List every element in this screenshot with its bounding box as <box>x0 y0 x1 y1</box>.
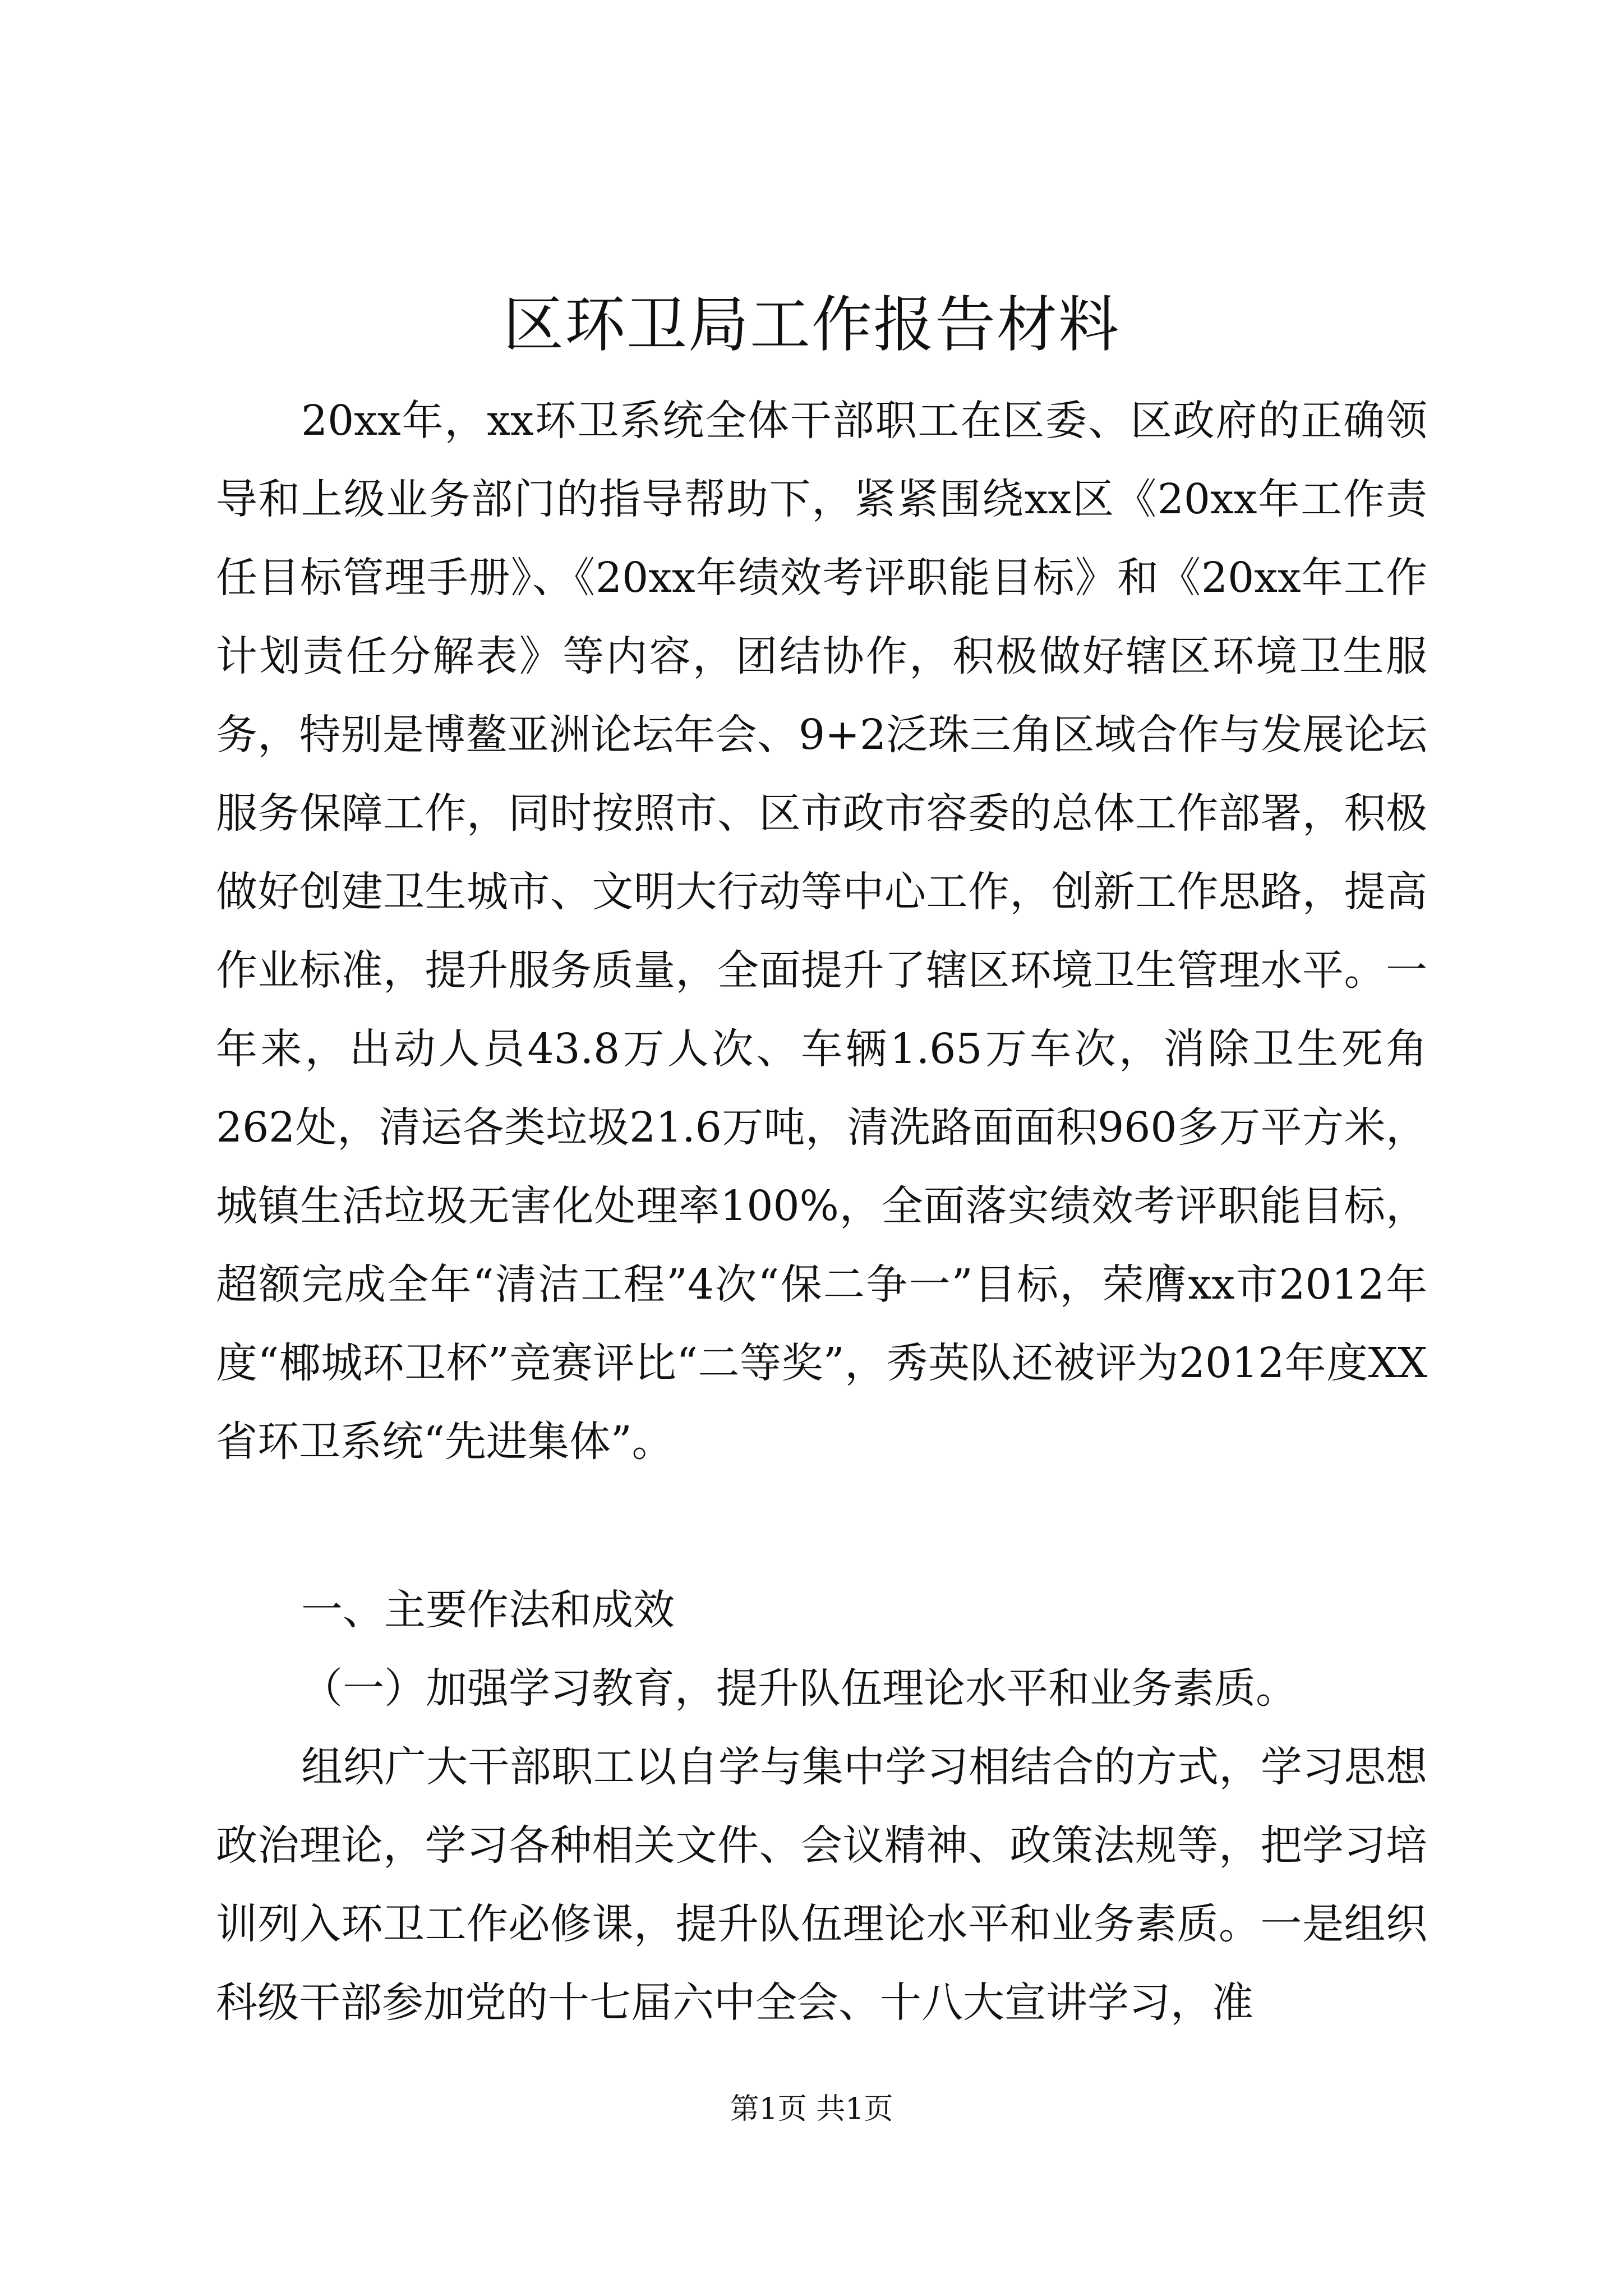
paragraph-intro: 20xx年，xx环卫系统全体干部职工在区委、区政府的正确领导和上级业务部门的指导帮助下，紧紧围绕xx区《20xx年工作责任目标管理手册》、《20xx年绩效考评职能目标》和《20xx年工作计划责任分解表》等内容，团结协作，积极做好辖区环境卫生服务，特别是博鳌亚洲论坛年会、9+2泛珠三角区域合作与发展论坛服务保障工作，同时按照市、区市政市容委的总体工作部署，积极做好创建卫生城市、文明大行动等中心工作，创新工作思路，提高作业标准，提升服务质量，全面提升了辖区环境卫生管理水平。一年来，出动人员43.8万人次、车辆1.65万车次，消除卫生死角262处，清运各类垃圾21.6万吨，清洗路面面积960多万平方米，城镇生活垃圾无害化处理率100%，全面落实绩效考评职能目标，超额完成全年“清洁工程”4次“保二争一”目标，荣膺xx市2012年度“椰城环卫杯”竞赛评比“二等奖”，秀英队还被评为2012年度XX省环卫系统“先进集体”。 <box>216 397 1427 1466</box>
document-title: 区环卫局工作报告材料 <box>502 290 1120 360</box>
paragraph-body: 组织广大干部职工以自学与集中学习相结合的方式，学习思想政治理论，学习各种相关文件、会议精神、政策法规等，把学习培训列入环卫工作必修课，提升队伍理论水平和业务素质。一是组织科级干部参加党的十七届六中全会、十八大宣讲学习，准 <box>216 1743 1427 2027</box>
subsection-heading: （一）加强学习教育，提升队伍理论水平和业务素质。 <box>301 1664 1297 1713</box>
section-heading: 一、主要作法和成效 <box>301 1586 675 1634</box>
page-footer: 第1页 共1页 <box>730 2092 893 2126</box>
